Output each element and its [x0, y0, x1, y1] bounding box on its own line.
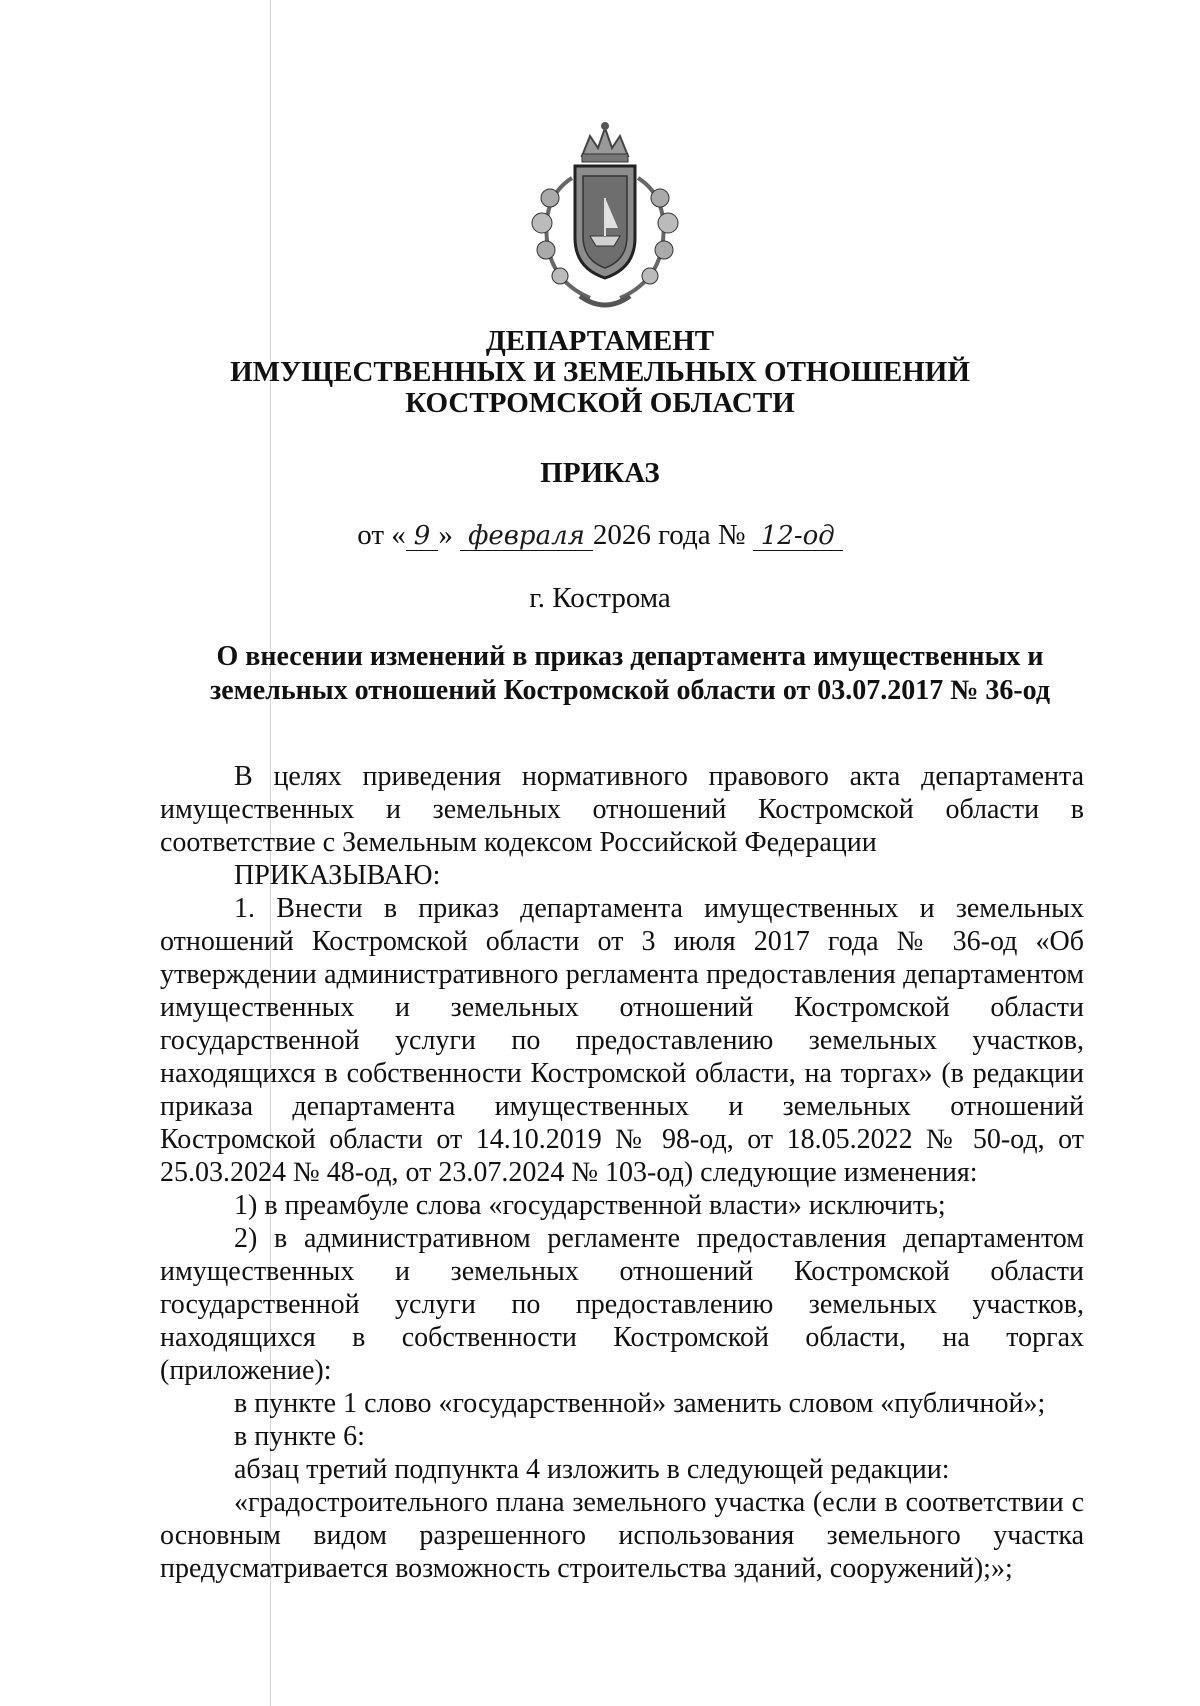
- date-prefix: от «: [357, 519, 406, 551]
- paragraph-item-1: 1. Внести в приказ департамента имущественных и земельных отношений Костромской области от 3 июля 2017 года № 36-од «Об утверждении административного регламента предоставления департаментом имущественных и земельных отношений Костромской области государственной услуги по предоставлению земельных участков, находящихся в собственности Костромской области, на торгах» (в редакции приказа департамента имущественных и земельных отношений Костромской области от 14.10.2019 № 98-од, от 18.05.2022 № 50-од, от 25.03.2024 № 48-од, от 23.07.2024 № 103-од) следующие изменения:: [160, 893, 1084, 1188]
- date-year: 2026 года №: [592, 519, 746, 551]
- document-body: [160, 760, 1084, 1585]
- order-date-line: [0, 519, 1200, 552]
- department-line-1: ДЕПАРТАМЕНТ: [485, 325, 715, 357]
- paragraph-abzac: абзац третий подпункта 4 изложить в следующей редакции:: [234, 1454, 950, 1485]
- paragraph-point-1: в пункте 1 слово «государственной» заменить словом «публичной»;: [234, 1388, 1046, 1419]
- document-title: [190, 640, 1070, 708]
- department-line-2: ИМУЩЕСТВЕННЫХ И ЗЕМЕЛЬНЫХ ОТНОШЕНИЙ: [230, 356, 970, 388]
- order-title: ПРИКАЗ: [540, 457, 660, 489]
- department-line-3: КОСТРОМСКОЙ ОБЛАСТИ: [405, 387, 795, 419]
- kostroma-coat-of-arms-icon: [520, 118, 690, 318]
- document-title-line-2: земельных отношений Костромской области от 03.07.2017 № 36-од: [209, 675, 1051, 706]
- paragraph-order-word: ПРИКАЗЫВАЮ:: [234, 860, 441, 891]
- date-mid: »: [438, 519, 453, 551]
- paragraph-preamble: В целях приведения нормативного правового акта департамента имущественных и земельных отношений Костромской области в соответствие с Земельным кодексом Российской Федерации: [160, 761, 1084, 858]
- paragraph-point-6: в пункте 6:: [234, 1421, 365, 1452]
- order-number: 12-од: [753, 522, 843, 551]
- paragraph-quote: «градостроительного плана земельного участка (если в соответствии с основным видом разрешенного использования земельного участка предусматривается возможность строительства зданий, сооружений);»;: [160, 1487, 1084, 1584]
- paragraph-subitem-2: 2) в административном регламенте предоставления департаментом имущественных и земельных отношений Костромской области государственной услуги по предоставлению земельных участков, находящихся в собственности Костромской области, на торгах (приложение):: [160, 1223, 1084, 1386]
- city: г. Кострома: [529, 582, 671, 614]
- paragraph-subitem-1: 1) в преамбуле слова «государственной власти» исключить;: [234, 1190, 946, 1221]
- date-day: 9: [406, 522, 439, 551]
- document-title-line-1: О внесении изменений в приказ департамента имущественных и: [216, 641, 1044, 672]
- date-month: февраля: [460, 522, 593, 551]
- department-header: [0, 326, 1200, 419]
